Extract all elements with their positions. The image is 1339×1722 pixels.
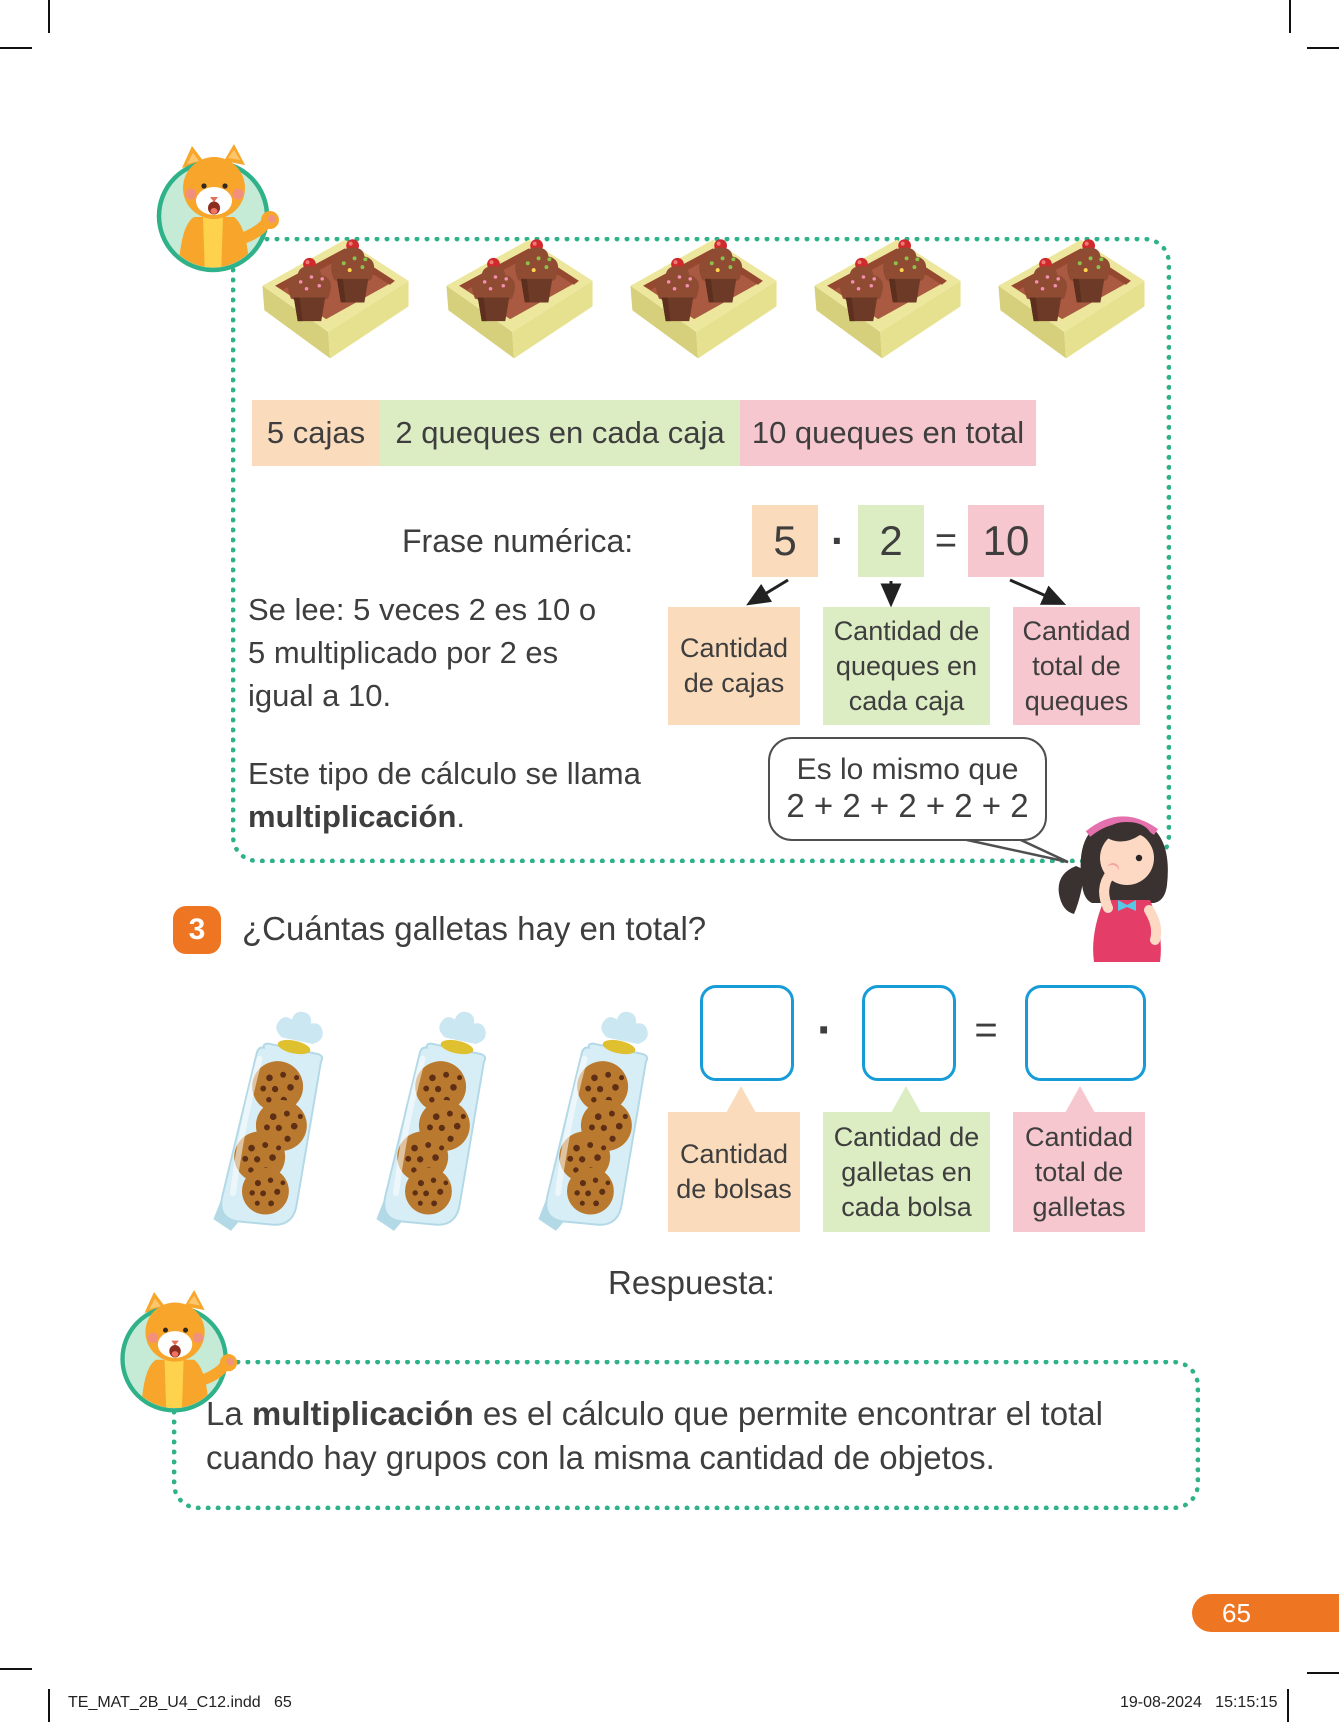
period: . <box>456 799 466 834</box>
calc-type-line1: Este tipo de cálculo se llama <box>248 756 641 791</box>
factor2-box: 2 <box>858 505 924 577</box>
fact-strip <box>252 400 1036 466</box>
summary-line2: cuando hay grupos con la misma cantidad de objetos. <box>206 1439 995 1476</box>
bubble-line2: 2 + 2 + 2 + 2 + 2 <box>786 787 1029 824</box>
answer-box-factor1[interactable] <box>700 985 794 1081</box>
cupcake-box-illustration <box>802 224 970 376</box>
factor1-box: 5 <box>752 505 818 577</box>
multiplication-dot: · <box>831 517 845 564</box>
callout-total: Cantidad total de queques <box>1013 607 1140 725</box>
bubble-line1: Es lo mismo que <box>796 753 1019 786</box>
number-sentence-label: Frase numérica: <box>402 522 634 559</box>
callout-tail <box>1065 1086 1095 1113</box>
footer-datetime: 19-08-2024 15:15:15 <box>1120 1694 1278 1711</box>
crop-mark <box>0 47 32 49</box>
strip-per-box-label: 2 queques en cada caja <box>380 400 740 466</box>
reading-line: igual a 10. <box>248 678 392 713</box>
crop-mark <box>48 0 50 33</box>
callout-tail <box>891 1086 921 1113</box>
product-box: 10 <box>968 505 1044 577</box>
callout-per-bag: Cantidad de galletas en cada bolsa <box>823 1112 990 1232</box>
cupcake-box-illustration <box>986 224 1154 376</box>
crop-mark <box>0 1668 32 1670</box>
page-number-tab: 65 <box>1192 1594 1339 1632</box>
footer-filename: TE_MAT_2B_U4_C12.indd 65 <box>68 1694 292 1711</box>
cat-mascot <box>112 1288 240 1422</box>
cupcake-box-illustration <box>434 224 602 376</box>
summary-rest: es el cálculo que permite encontrar el total <box>473 1395 1103 1432</box>
crop-mark <box>1307 1672 1339 1674</box>
callout-per-box: Cantidad de queques en cada caja <box>823 607 990 725</box>
cupcake-box-illustration <box>618 224 786 376</box>
multiplication-dot: · <box>817 1003 833 1057</box>
calc-type-line2 <box>248 795 465 838</box>
summary-line1 <box>206 1392 1103 1436</box>
cat-mascot <box>148 142 282 282</box>
answer-box-product[interactable] <box>1025 985 1146 1081</box>
reading-line: Se lee: 5 veces 2 es 10 o <box>248 592 597 627</box>
girl-character <box>1048 788 1198 993</box>
cookie-bag-illustration <box>514 994 690 1251</box>
exercise-number-badge: 3 <box>173 906 221 954</box>
callout-boxes: Cantidad de cajas <box>668 607 800 725</box>
speech-bubble <box>768 737 1047 841</box>
crop-mark <box>48 1689 50 1722</box>
callout-total-cookies: Cantidad total de galletas <box>1013 1112 1145 1232</box>
multiplication-term: multiplicación <box>248 799 457 834</box>
crop-mark <box>1287 1689 1289 1722</box>
exercise-question: ¿Cuántas galletas hay en total? <box>242 910 707 947</box>
crop-mark <box>1289 0 1291 33</box>
equals-sign: = <box>974 1007 998 1052</box>
summary-prefix: La <box>206 1395 252 1432</box>
summary-bold-term: multiplicación <box>251 1395 474 1432</box>
crop-mark <box>1307 47 1339 49</box>
callout-tail <box>726 1086 756 1113</box>
strip-boxes-label: 5 cajas <box>252 400 380 466</box>
callout-bags: Cantidad de bolsas <box>668 1112 800 1232</box>
answer-label: Respuesta: <box>608 1264 775 1301</box>
answer-box-factor2[interactable] <box>862 985 956 1081</box>
reading-line: 5 multiplicado por 2 es <box>248 635 559 670</box>
cookie-bag-illustration <box>189 994 365 1251</box>
equals-sign: = <box>934 519 958 562</box>
cookie-bag-illustration <box>352 994 528 1251</box>
strip-total-label: 10 queques en total <box>740 400 1036 466</box>
